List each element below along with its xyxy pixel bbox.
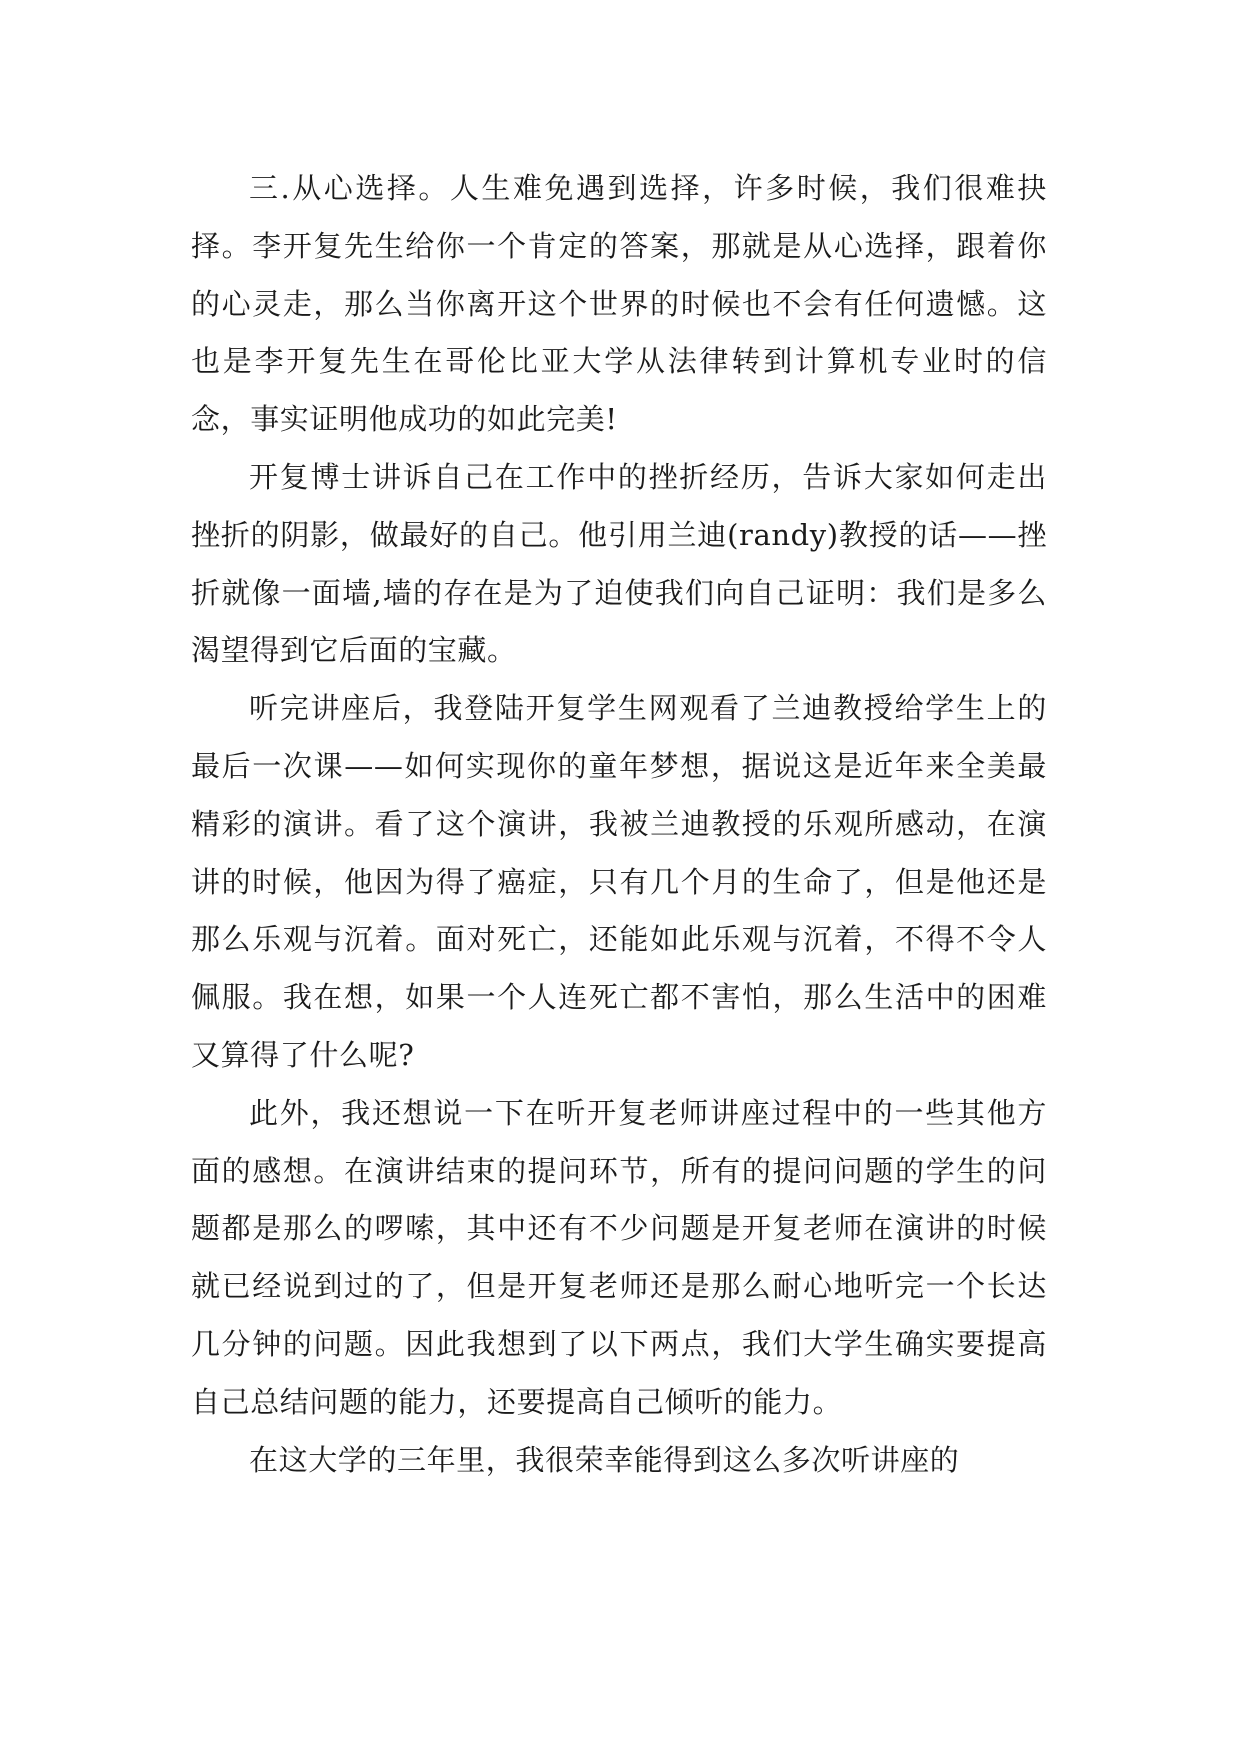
paragraph-choose-from-heart: 三.从心选择。人生难免遇到选择，许多时候，我们很难抉择。李开复先生给你一个肯定的答案，那就是从心选择，跟着你的心灵走，那么当你离开这个世界的时候也不会有任何遗憾。这也是李开复先生在哥伦比亚大学从法律转到计算机专业时的信念，事实证明他成功的如此完美! xyxy=(191,171,1047,437)
paragraph-last-lecture: 听完讲座后，我登陆开复学生网观看了兰迪教授给学生上的最后一次课——如何实现你的童年梦想，据说这是近年来全美最精彩的演讲。看了这个演讲，我被兰迪教授的乐观所感动，在演讲的时候，他因为得了癌症，只有几个月的生命了，但是他还是那么乐观与沉着。面对死亡，还能如此乐观与沉着，不得不令人佩服。我在想，如果一个人连死亡都不害怕，那么生活中的困难又算得了什么呢? xyxy=(191,691,1047,1072)
paragraph-three-years: 在这大学的三年里，我很荣幸能得到这么多次听讲座的 xyxy=(249,1442,960,1477)
paragraph-setbacks: 开复博士讲诉自己在工作中的挫折经历，告诉大家如何走出挫折的阴影，做最好的自己。他引用兰迪(randy)教授的话——挫折就像一面墙,墙的存在是为了迫使我们向自己证明：我们是多么渴望得到它后面的宝藏。 xyxy=(191,459,1047,668)
document-body xyxy=(191,160,1047,1489)
paragraph-other-thoughts: 此外，我还想说一下在听开复老师讲座过程中的一些其他方面的感想。在演讲结束的提问环节，所有的提问问题的学生的问题都是那么的啰嗦，其中还有不少问题是开复老师在演讲的时候就已经说到过的了，但是开复老师还是那么耐心地听完一个长达几分钟的问题。因此我想到了以下两点，我们大学生确实要提高自己总结问题的能力，还要提高自己倾听的能力。 xyxy=(191,1095,1047,1419)
